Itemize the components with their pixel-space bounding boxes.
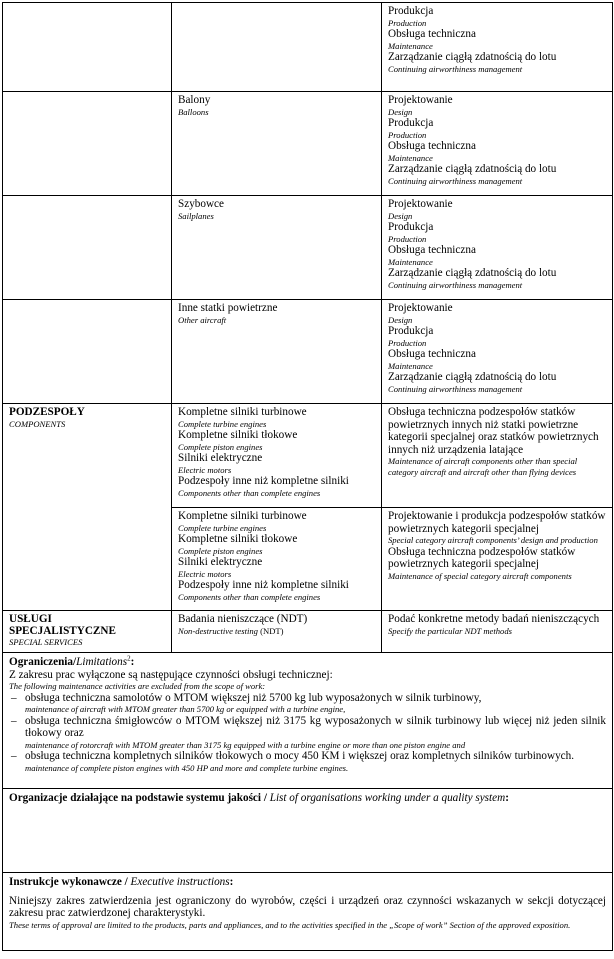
category-cell: [3, 404, 172, 611]
component-type-pl: Kompletne silniki tłokowe: [178, 429, 298, 441]
activity-pl: Obsługa techniczna: [388, 244, 476, 256]
activity-pl: Projektowanie: [388, 198, 453, 210]
limitation-pl: – obsługa techniczna śmigłowców o MTOM większej niż 3175 kg wyposażonych w silnik turbinowy lub więcej niż jeden silnik tłokowy oraz: [25, 714, 606, 740]
category-cell: [3, 92, 172, 196]
activity-pl: Projektowanie: [388, 302, 453, 314]
service-type-cell: [172, 611, 382, 653]
instructions-heading: [9, 876, 606, 889]
aircraft-type-cell: [172, 300, 382, 404]
scope-pl: Obsługa techniczna podzespołów statków powietrznych innych niż statki powietrzne kategorii specjalnej oraz statków powietrznych innych niż urządzenia latające: [388, 406, 599, 456]
component-type-en: Complete piston engines: [178, 545, 263, 556]
organisations-heading: [9, 792, 606, 805]
heading-colon: :: [505, 792, 509, 804]
scope-en: Maintenance of special category aircraft components: [388, 570, 572, 581]
component-type-en: Complete piston engines: [178, 441, 263, 452]
component-type-pl: Silniki elektryczne: [178, 452, 263, 464]
category-cell: [3, 611, 172, 653]
list-item: [9, 750, 606, 773]
activity-en: Production: [388, 233, 427, 244]
component-type-pl: Kompletne silniki turbinowe: [178, 510, 307, 522]
category-title-en: COMPONENTS: [9, 418, 66, 429]
aircraft-type-pl: Inne statki powietrzne: [178, 302, 278, 314]
footnote-marker: 2: [127, 654, 131, 663]
activity-pl: Produkcja: [388, 325, 434, 337]
table-row: [3, 611, 613, 653]
activity-en: Continuing airworthiness management: [388, 279, 523, 290]
limitation-pl: – obsługa techniczna samolotów o MTOM większej niż 5700 kg lub wyposażonych w silnik turbinowy,: [25, 691, 482, 704]
aircraft-type-en: Other aircraft: [178, 314, 227, 325]
activity-en: Continuing airworthiness management: [388, 175, 523, 186]
component-type-en: Complete turbine engines: [178, 418, 267, 429]
table-row: [3, 92, 613, 196]
limitations-list: [9, 692, 606, 774]
service-type-en: Non-destructive testing: [178, 625, 258, 636]
aircraft-type-cell: [172, 92, 382, 196]
component-type-pl: Kompletne silniki tłokowe: [178, 533, 298, 545]
table-row: [3, 404, 613, 508]
scope-pl: Projektowanie i produkcja podzespołów statków powietrznych kategorii specjalnej: [388, 510, 606, 535]
service-type-abbr: (NDT): [260, 625, 284, 636]
activity-pl: Zarządzanie ciągłą zdatnością do lotu: [388, 51, 557, 63]
activities-cell: [382, 300, 613, 404]
limitations-heading-pl: Ograniczenia/: [9, 656, 77, 668]
component-type-en: Electric motors: [178, 464, 232, 475]
component-type-en: Components other than complete engines: [178, 487, 321, 498]
aircraft-type-pl: Szybowce: [178, 198, 224, 210]
component-type-pl: Podzespoły inne niż kompletne silniki: [178, 579, 349, 591]
activity-pl: Zarządzanie ciągłą zdatnością do lotu: [388, 163, 557, 175]
aircraft-type-en: Balloons: [178, 106, 209, 117]
activity-pl: Obsługa techniczna: [388, 140, 476, 152]
activity-en: Design: [388, 314, 413, 325]
heading-separator: /: [121, 876, 131, 888]
activity-pl: Produkcja: [388, 221, 434, 233]
activity-pl: Obsługa techniczna: [388, 348, 476, 360]
activity-en: Maintenance: [388, 152, 433, 163]
limitations-intro-en: The following maintenance activities are excluded from the scope of work:: [9, 681, 266, 692]
list-item: [9, 715, 606, 751]
aircraft-type-cell: [172, 196, 382, 300]
activity-pl: Zarządzanie ciągłą zdatnością do lotu: [388, 267, 557, 279]
activity-en: Continuing airworthiness management: [388, 63, 523, 74]
scope-cell: [382, 404, 613, 508]
limitations-heading-colon: :: [130, 656, 135, 668]
table-row: [3, 873, 613, 951]
category-cell: [3, 196, 172, 300]
component-type-pl: Kompletne silniki turbinowe: [178, 406, 307, 418]
organisations-heading-en: List of organisations working under a quality system: [269, 792, 506, 804]
activity-en: Production: [388, 17, 427, 28]
activity-pl: Obsługa techniczna: [388, 28, 476, 40]
activity-en: Production: [388, 129, 427, 140]
scope-cell: [382, 611, 613, 653]
limitation-pl: – obsługa techniczna kompletnych silników tłokowych o mocy 450 KM i większej oraz kompletnych silników turbinowych.: [25, 750, 575, 763]
instructions-text-en: These terms of approval are limited to the products, parts and appliances, and to the activities specified in the „Scope of work” Section of the approved exposition.: [9, 919, 571, 930]
category-title-pl: USŁUGI: [9, 613, 52, 625]
component-type-en: Complete turbine engines: [178, 522, 267, 533]
activities-cell: [382, 3, 613, 92]
limitations-intro-pl: Z zakresu prac wyłączone są następujące czynności obsługi technicznej:: [9, 668, 333, 681]
activities-cell: [382, 92, 613, 196]
component-type-en: Components other than complete engines: [178, 591, 321, 602]
heading-colon: :: [229, 876, 234, 888]
aircraft-type-en: Sailplanes: [178, 210, 214, 221]
component-type-cell: [172, 508, 382, 611]
table-row: [3, 653, 613, 789]
component-type-pl: Silniki elektryczne: [178, 556, 263, 568]
aircraft-type-cell: [172, 3, 382, 92]
instructions-heading-en: Executive instructions: [130, 876, 230, 888]
limitations-heading-en: Limitations: [76, 656, 128, 668]
service-type-en-line: [178, 626, 377, 636]
activity-en: Design: [388, 210, 413, 221]
scope-pl: Obsługa techniczna podzespołów statków powietrznych kategorii specjalnej: [388, 545, 576, 571]
activity-en: Maintenance: [388, 40, 433, 51]
component-type-cell: [172, 404, 382, 508]
scope-en: Special category aircraft components’ design and production: [388, 535, 598, 546]
table-row: [3, 789, 613, 873]
limitation-en: maintenance of rotorcraft with MTOM greater than 3175 kg equipped with a turbine engine or more than one piston engine and: [25, 739, 466, 750]
activity-en: Continuing airworthiness management: [388, 383, 523, 394]
organisations-cell: [3, 789, 613, 873]
table-row: [3, 300, 613, 404]
activity-pl: Projektowanie: [388, 94, 453, 106]
limitations-cell: [3, 653, 613, 789]
scope-pl: Podać konkretne metody badań nieniszczących: [388, 613, 600, 625]
activity-en: Maintenance: [388, 360, 433, 371]
heading-separator: /: [261, 792, 270, 804]
activity-pl: Produkcja: [388, 117, 434, 129]
category-cell: [3, 300, 172, 404]
instructions-text-pl: Niniejszy zakres zatwierdzenia jest ograniczony do wyrobów, części i urządzeń oraz czynności wskazanych w sekcji dotyczącej zakresu prac zatwierdzonej charakterystyki.: [9, 894, 606, 920]
category-title-en: SPECIAL SERVICES: [9, 637, 83, 647]
service-type-pl: Badania nieniszczące (NDT): [178, 613, 308, 625]
limitation-en: maintenance of aircraft with MTOM greater than 5700 kg or equipped with a turbine engine,: [25, 704, 346, 715]
category-title-pl: PODZESPOŁY: [9, 406, 85, 418]
instructions-cell: [3, 873, 613, 951]
table-row: [3, 196, 613, 300]
scope-cell: [382, 508, 613, 611]
activity-pl: Produkcja: [388, 5, 434, 17]
limitations-heading: [9, 656, 606, 669]
activities-cell: [382, 196, 613, 300]
activity-en: Maintenance: [388, 256, 433, 267]
table-row: [3, 3, 613, 92]
aircraft-type-pl: Balony: [178, 94, 211, 106]
category-cell: [3, 3, 172, 92]
list-item: [9, 692, 606, 715]
organisations-heading-pl: Organizacje działające na podstawie systemu jakości: [9, 792, 262, 804]
scope-en: Maintenance of aircraft components other than special category aircraft and aircraft other than flying devices: [388, 456, 578, 477]
component-type-pl: Podzespoły inne niż kompletne silniki: [178, 475, 349, 487]
approval-scope-table: [2, 2, 613, 951]
activity-en: Design: [388, 106, 413, 117]
activity-en: Production: [388, 337, 427, 348]
instructions-heading-pl: Instrukcje wykonawcze: [9, 876, 122, 888]
component-type-en: Electric motors: [178, 568, 232, 579]
category-title-pl: SPECJALISTYCZNE: [9, 625, 116, 637]
limitation-en: maintenance of complete piston engines with 450 HP and more and complete turbine engines.: [25, 762, 349, 773]
activity-pl: Zarządzanie ciągłą zdatnością do lotu: [388, 371, 557, 383]
scope-en: Specify the particular NDT methods: [388, 625, 512, 636]
